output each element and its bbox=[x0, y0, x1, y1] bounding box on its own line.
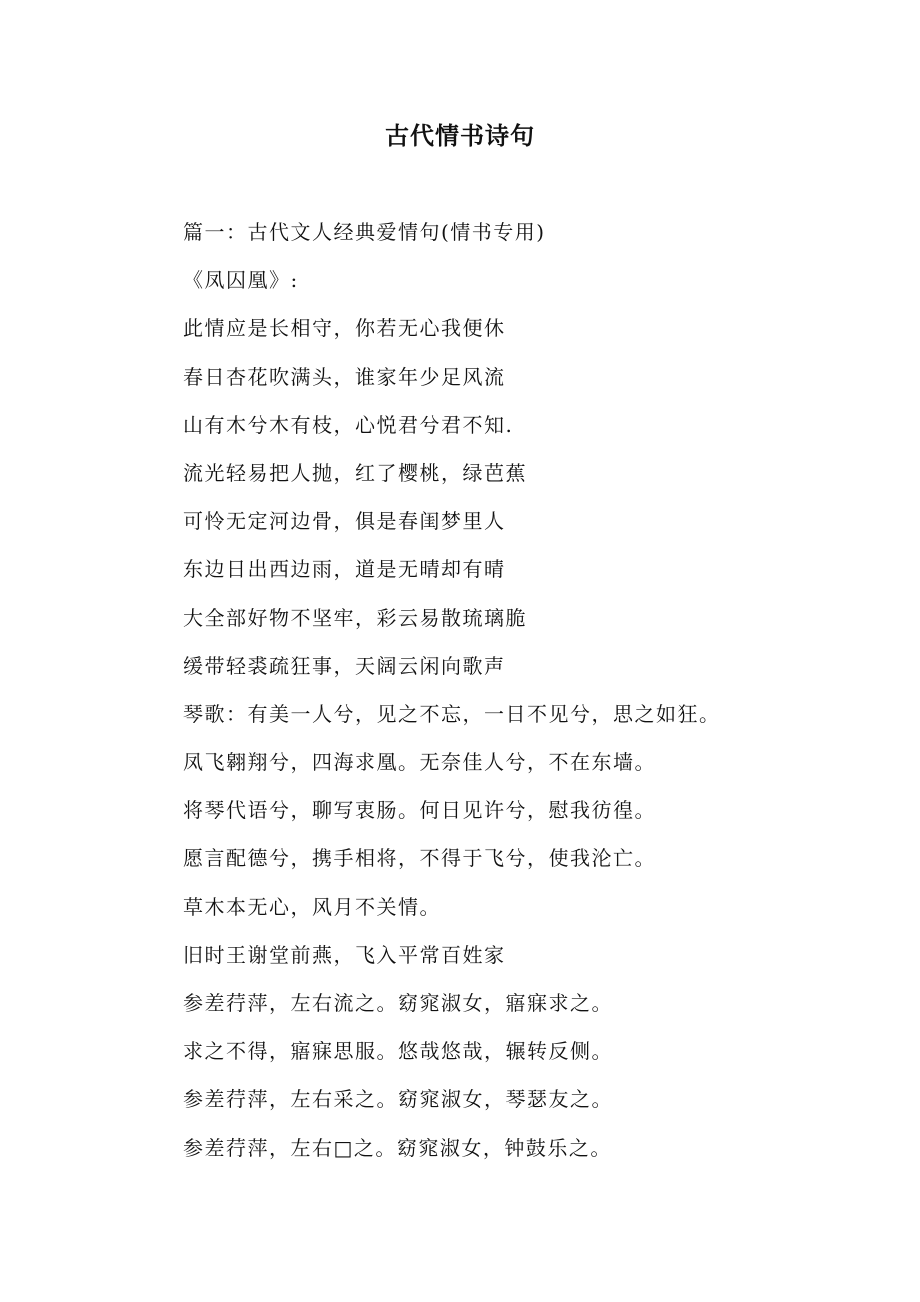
document-title: 古代情书诗句 bbox=[385, 121, 535, 150]
text-line: 愿言配德兮，携手相将，不得于飞兮，使我沦亡。 bbox=[183, 846, 656, 871]
text-line: 缓带轻裘疏狂事，天阔云闲向歌声 bbox=[183, 653, 506, 678]
text-line: 春日杏花吹满头，谁家年少足风流 bbox=[183, 364, 506, 389]
text-line: 旧时王谢堂前燕，飞入平常百姓家 bbox=[183, 942, 506, 967]
text-line: 琴歌：有美一人兮，见之不忘，一日不见兮，思之如狂。 bbox=[183, 701, 721, 726]
text-line: 参差荇萍，左右流之。窈窕淑女，寤寐求之。 bbox=[183, 991, 613, 1015]
text-line: 东边日出西边雨，道是无晴却有晴 bbox=[183, 557, 506, 582]
text-line: 求之不得，寤寐思服。悠哉悠哉，辗转反侧。 bbox=[183, 1039, 613, 1064]
text-line: 流光轻易把人抛，红了樱桃，绿芭蕉 bbox=[183, 460, 527, 485]
poem-lines bbox=[183, 214, 803, 1178]
text-line: 《凤囚凰》: bbox=[183, 268, 299, 293]
text-line: 草木本无心，风月不关情。 bbox=[183, 894, 441, 919]
text-line: 可怜无定河边骨，俱是春闺梦里人 bbox=[183, 509, 506, 534]
text-line: 参差荇萍，左右采之。窈窕淑女，琴瑟友之。 bbox=[183, 1087, 613, 1112]
text-line: 凤飞翱翔兮，四海求凰。无奈佳人兮，不在东墙。 bbox=[183, 750, 656, 775]
text-line: 将琴代语兮，聊写衷肠。何日见许兮，慰我彷徨。 bbox=[183, 798, 656, 823]
text-line: 参差荇萍，左右□之。窈窕淑女，钟鼓乐之。 bbox=[183, 1135, 612, 1160]
text-line: 此情应是长相守，你若无心我便休 bbox=[183, 316, 506, 341]
text-line: 山有木兮木有枝，心悦君兮君不知. bbox=[183, 412, 514, 437]
text-line: 大全部好物不坚牢，彩云易散琉璃脆 bbox=[183, 605, 527, 630]
text-line: 篇一：古代文人经典爱情句(情书专用) bbox=[183, 220, 546, 244]
